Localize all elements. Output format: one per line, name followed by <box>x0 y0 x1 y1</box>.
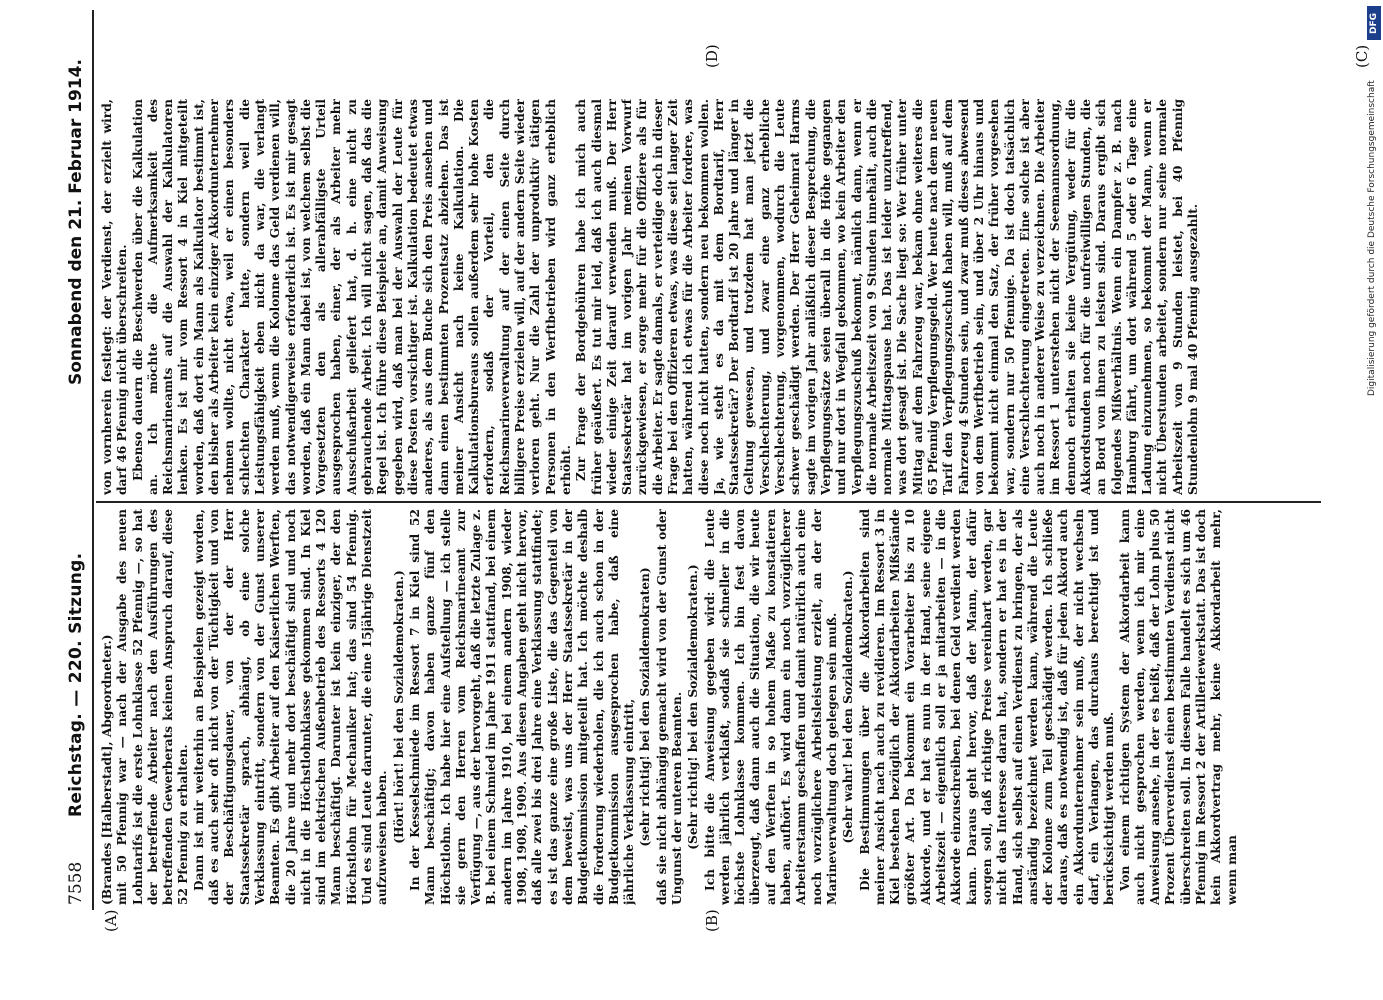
dfg-credit-text: Digitalisierung gefördert durch die Deutsche Forschungsgemeinschaft <box>1367 80 1377 396</box>
page-header <box>60 0 90 905</box>
paragraph: Zur Frage der Bordgebühren habe ich mich auch früher geäußert. Es tut mir leid, daß ich auch diesmal wieder einige Zeit darauf verwenden muß. Der Herr Staatssekretär hat im vorigen Jahr meinen Vorwurf zurückgewiesen, er sorge mehr für die Offiziere als für die Arbeiter. Er sagte damals, er verteidige doch in dieser Frage bei den Offizieren etwas, was diese seit langer Zeit hatten, während ich etwas für die Arbeiter fordere, was diese noch nicht hatten, sondern neu bekommen wollen. Ja, wie steht es da mit dem Bordtarif, Herr Staatssekretär? Der Bordtarif ist 20 Jahre und länger in Geltung gewesen, und trotzdem hat man jetzt die Verschlechterung, und zwar eine ganz erhebliche Verschlechterung, vorgenommen, wodurch die Leute schwer geschädigt werden. Der Herr Geheimrat Harms sagte im vorigen Jahr anläßlich dieser Besprechung, die Verpflegungssätze seien überall in die Höhe gegangen und nur dort in Wegfall gekommen, wo kein Arbeiter den Verpflegungszuschuß bekommt, nämlich dann, wenn er die normale Arbeitszeit von 9 Stunden innehält, auch die normale Mittagspause hat. Das ist leider unzutreffend, was dort gesagt ist. Die Sache liegt so: Wer früher unter Mittag auf dem Fahrzeug war, bekam ohne weiteres die 65 Pfennig Verpflegungsgeld. Wer heute nach dem neuen Tarif den Verpflegungszuschuß haben will, muß auf dem Fahrzeug 4 Stunden sein, und zwar muß dieses abwesend von dem Werftbetrieb sein, und über 2 Uhr hinaus und bekommt nicht einmal den Satz, der früher vorgesehen war, sondern nur 50 Pfennige. Da ist doch tatsächlich eine Verschlechterung eingetreten. Eine solche ist aber auch noch in anderer Weise zu verzeichnen. Die Arbeiter im Ressort 1 unterstehen nicht der Seemannsordnung, dennoch erhalten sie keine Vergütung, weder für die Akkordstunden noch für die unfreiwilligen Stunden, die an Bord von ihnen zu leisten sind. Daraus ergibt sich folgendes Mißverhältnis. Wenn ein Dampfer z. B. nach Hamburg fährt, um dort während 5 oder 6 Tage eine Ladung einzunehmen, so bekommt der Mann, wenn er nicht Überstunden arbeitet, sondern nur seine normale Arbeitszeit von 9 Stunden leistet, bei 40 Pfennig Stundenlohn 9 mal 40 Pfennig ausgezahlt. <box>574 99 1201 495</box>
column-divider <box>96 501 1321 503</box>
header-rule <box>92 10 94 910</box>
dfg-logo: DFG <box>1367 6 1381 40</box>
header-left-title: Reichstag. — 220. Sitzung. <box>66 552 86 817</box>
margin-marker-c: (C) <box>1353 44 1371 68</box>
paragraph: In der Kesselschmiede im Ressort 7 in Kiel sind 52 Mann beschäftigt; davon haben ganze fünf den Höchstlohn. Ich habe hier eine Aufstellung — ich stelle sie gern den Herren vom Reichsmarineamt zur Verfügung —, aus der hervorgeht, daß die letzte Zulage z. B. bei einem Schmied im Jahre 1911 stattfand, bei einem andern im Jahre 1910, bei einem andern 1908, wieder 1908, 1908, 1909. Aus diesen Angaben geht nicht hervor, daß alle zwei bis drei Jahre eine Verklassung stattfindet; es ist das ganze eine große Liste, die das Gegenteil von dem beweist, was uns der Herr Staatssekretär in der Budgetkommission mitgeteilt hat. Ich möchte deshalb die Forderung wiederholen, die ich auch schon in der Budgetkommission ausgesprochen habe, daß eine jährliche Verklassung eintritt, <box>407 509 637 905</box>
paragraph: daß sie nicht abhängig gemacht wird von der Gunst oder Ungunst der unteren Beamten. <box>654 509 684 905</box>
margin-marker-d: (D) <box>703 44 721 68</box>
page-number: 7558 <box>66 861 86 905</box>
interjection: (Sehr richtig! bei den Sozialdemokraten.) <box>686 564 701 850</box>
speaker-line: (Brandes [Halberstadt], Abgeordneter.) <box>100 634 114 905</box>
column-right <box>100 99 1315 495</box>
dfg-credit <box>1365 6 1381 396</box>
paragraph: Dann ist mir weiterhin an Beispielen gezeigt worden, daß es auch sehr oft nicht von der Tüchtigkeit und von der Beschäftigungsdauer, von der der Herr Staatssekretär sprach, abhängt, ob eine solche Verklassung eintritt, sondern von der Gunst unserer Beamten. Es gibt Arbeiter auf den Kaiserlichen Werften, die 20 Jahre und mehr dort beschäftigt sind und noch nicht in die Höchstlohnklasse gekommen sind. In Kiel sind im elektrischen Außenbetrieb des Ressorts 4 120 Mann beschäftigt. Darunter ist kein einziger, der den Höchstlohn für Mechaniker hat; das sind 54 Pfennig. Und es sind Leute darunter, die eine 15jährige Dienstzeit aufzuweisen haben. <box>191 509 390 905</box>
interjection: (Sehr wahr! bei den Sozialdemokraten.) <box>841 570 856 844</box>
column-left <box>100 509 1315 905</box>
margin-marker-b: (B) <box>703 909 721 932</box>
margin-marker-a: (A) <box>102 909 120 932</box>
paragraph: mit 50 Pfennig war — nach der Ausgabe des neuen Lohntarifs ist die erste Lohnklasse 52 Pfennig —, so hat der betreffende Arbeiter nach den Ausführungen des betreffenden Gewerberats keinen Anspruch darauf, diese 52 Pfennig zu erhalten. <box>115 509 191 905</box>
header-right-title: Sonnabend den 21. Februar 1914. <box>66 59 86 385</box>
paragraph: Ich bitte die Anweisung gegeben wird: die Leute werden jährlich verklaßt, sodaß sie schneller in die höchste Lohnklasse kommen. Ich bin fest davon überzeugt, daß dann auch die Situation, die wir heute auf den Werften in so hohem Maße zu konstatieren haben, aufhört. Es wird dann ein noch vorzüglicherer Arbeiterstamm geschaffen und damit natürlich auch eine noch vorzüglichere Arbeitsleistung erzielt, an der der Marineverwaltung doch gelegen sein muß. <box>702 509 839 905</box>
paragraph: Die Bestimmungen über die Akkordarbeiten sind meiner Ansicht nach auch zu revidieren. Im Ressort 3 in Kiel bestehen bezüglich der Akkordarbeiten Mißstände größter Art. Da bekommt ein Vorarbeiter bis zu 10 Akkorde, und er hat es nun in der Hand, seine eigene Arbeitszeit — eigentlich soll er ja mitarbeiten — in die Akkorde einzuschreiben, bei denen Geld verdient werden kann. Daraus geht hervor, daß der Mann, der dafür sorgen soll, daß richtige Preise vereinbart werden, gar nicht das Interesse daran hat, sondern er hat es in der Hand, sich selbst auf einen Verdienst zu bringen, der als anständig bezeichnet werden kann, während die Leute der Kolonne zum Teil geschädigt werden. Ich schließe daraus, daß es notwendig ist, daß für jeden Akkord auch ein Akkordunternehmer sein muß, der nicht wechseln darf, ein Verlangen, das durchaus berechtigt ist und berücksichtigt werden muß. <box>857 509 1117 905</box>
paragraph: Ebenso dauern die Beschwerden über die Kalkulation an. Ich möchte die Aufmerksamkeit des Reichsmarineamts auf die Auswahl der Kalkulatoren lenken. Es ist mir vom Ressort 4 in Kiel mitgeteilt worden, daß dort ein Mann als Kalkulator bestimmt ist, den bisher als Arbeiter kein einziger Akkordunternehmer nehmen wollte, nicht etwa, weil er einen besonders schlechten Charakter hatte, sondern weil die Leistungsfähigkeit eben nicht da war, die verlangt werden muß, wenn die Kolonne das Geld verdienen will, das notwendigerweise erforderlich ist. Es ist mir gesagt worden, daß ein Mann dabei ist, von welchem selbst die Vorgesetzten den als allerabfälligste Urteil ausgesprochen haben, einer, der als Arbeiter mehr Ausschußarbeit geliefert hat, d. h. eine nicht zu gebrauchende Arbeit. Ich will nicht sagen, daß das die Regel ist. Ich führe diese Beispiele an, damit Anweisung gegeben wird, daß man bei der Auswahl der Leute für diese Posten vorsichtiger ist. Kalkulation bedeutet etwas anderes, als aus dem Buche sich den Preis ansehen und dann einen bestimmten Prozentsatz abziehen. Das ist meiner Ansicht nach keine Kalkulation. Die Kalkulationsbureaus sollen außerdem sehr hohe Kosten erfordern, sodaß der Vorteil, den die Reichsmarineverwaltung auf der einen Seite durch billigere Preise erzielen will, auf der andern Seite wieder verloren geht. Nur die Zahl der unproduktiv tätigen Personen in den Werftbetrieben wird ganz erheblich erhöht. <box>130 99 573 495</box>
paragraph: von vornherein festlegt: der Verdienst, der erzielt wird, darf 46 Pfennig nicht überschreiten. <box>100 99 130 495</box>
interjection: (sehr richtig! bei den Sozialdemokraten) <box>638 567 653 847</box>
paragraph: Von einem richtigen System der Akkordarbeit kann auch nicht gesprochen werden, wenn ich mir eine Anweisung ansehe, in der es heißt, daß der Lohn plus 50 Prozent Überverdienst einen bestimmten Verdienst nicht überschreiten soll. In diesem Falle handelt es sich um 46 Pfennig im Ressort 2 der Artilleriewerkstatt. Das ist doch kein Akkordvertrag mehr, keine Akkordarbeit mehr, wenn man <box>1117 509 1239 905</box>
interjection: (Hört! hört! bei den Sozialdemokraten.) <box>391 570 406 844</box>
